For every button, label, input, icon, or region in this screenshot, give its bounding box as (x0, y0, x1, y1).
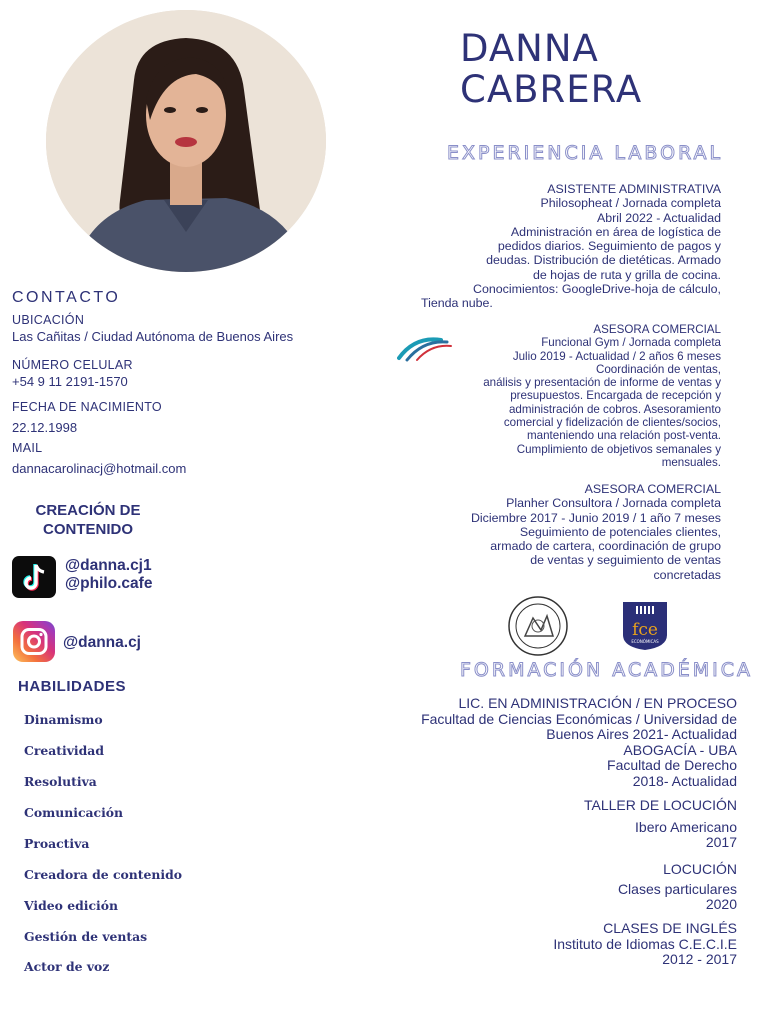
skill-item: Comunicación (24, 805, 124, 820)
job-line: Conocimientos: GoogleDrive-hoja de cálculo, (473, 282, 721, 297)
job-line: de ventas y seguimiento de ventas (530, 553, 721, 568)
candidate-name (460, 28, 642, 110)
edu-line: 2020 (705, 896, 737, 912)
education-block-2 (437, 798, 737, 851)
instagram-icon[interactable] (13, 621, 55, 662)
edu-degree: LIC. EN ADMINISTRACIÓN / EN PROCESO (458, 695, 737, 711)
job-line: de hojas de ruta y grilla de cocina. (532, 267, 721, 282)
job-line: armado de cartera, coordinación de grupo (490, 539, 721, 554)
last-name: CABRERA (460, 68, 643, 111)
content-creation-line1: CREACIÓN DE (35, 502, 141, 519)
edu-line: Clases particulares (617, 880, 737, 897)
job-line: concretadas (653, 567, 721, 582)
job-line: Administración en área de logística de (510, 224, 721, 239)
job-role: ASESORA COMERCIAL (584, 482, 721, 496)
contact-heading: CONTACTO (12, 289, 121, 306)
edu-line: Buenos Aires 2021- Actualidad (546, 726, 737, 742)
job-line: Planher Consultora / Jornada completa (506, 496, 721, 511)
skill-item: Video edición (24, 898, 119, 913)
edu-degree: CLASES DE INGLÉS (603, 920, 737, 936)
instagram-handle[interactable]: @danna.cj (63, 634, 141, 651)
job-line: Abril 2022 - Actualidad (597, 210, 721, 225)
edu-line: 2012 - 2017 (662, 951, 737, 967)
job-line: Coordinación de ventas, (595, 362, 721, 376)
phone-label: NÚMERO CELULAR (12, 358, 133, 372)
job-line: administración de cobros. Asesoramiento (508, 402, 721, 416)
fce-shield-icon (622, 601, 668, 651)
edu-line: Ibero Americano (635, 818, 737, 835)
education-block-3 (437, 862, 737, 913)
job-entry-1 (421, 182, 721, 311)
job-line: mensuales. (661, 455, 721, 469)
edu-line: Facultad de Ciencias Económicas / Universidad de (421, 710, 737, 727)
skill-item: Dinamismo (24, 712, 103, 727)
job-role: ASISTENTE ADMINISTRATIVA (547, 182, 721, 196)
job-line: Tienda nube. (421, 296, 493, 311)
edu-degree: TALLER DE LOCUCIÓN (584, 797, 737, 813)
education-block-4 (437, 921, 737, 968)
fce-logo-text: fce (632, 620, 658, 640)
job-line: deudas. Distribución de dietéticas. Armado (486, 253, 721, 268)
skill-item: Creadora de contenido (24, 867, 183, 882)
mail-value[interactable]: dannacarolinacj@hotmail.com (12, 461, 187, 476)
mail-label: MAIL (12, 441, 43, 455)
job-line: presupuestos. Encargada de recepción y (510, 389, 721, 403)
phone-value: +54 9 11 2191-1570 (12, 374, 128, 389)
skill-item: Actor de voz (24, 959, 110, 974)
job-line: Funcional Gym / Jornada completa (541, 336, 721, 350)
skill-item: Creatividad (24, 743, 104, 758)
job-line: comercial y fidelización de clientes/socios, (503, 416, 721, 430)
portrait-illustration (46, 10, 326, 272)
first-name: DANNA (460, 27, 599, 70)
content-creation-line2: CONTENIDO (43, 521, 133, 538)
job-entry-3 (421, 482, 721, 582)
birthdate-label: FECHA DE NACIMIENTO (12, 400, 162, 414)
content-creation-heading (18, 501, 158, 539)
job-line: Cumplimiento de objetivos semanales y (516, 442, 721, 456)
profile-photo (46, 10, 326, 272)
location-label: UBICACIÓN (12, 313, 85, 327)
skills-heading: HABILIDADES (18, 678, 127, 695)
tiktok-icon[interactable] (12, 556, 56, 598)
fce-logo (622, 601, 668, 651)
job-line: Seguimiento de potenciales clientes, (519, 524, 721, 539)
job-line: Philosopheat / Jornada completa (540, 196, 721, 211)
edu-line: Facultad de Derecho (607, 757, 737, 773)
job-line: Julio 2019 - Actualidad / 2 años 6 meses (512, 349, 721, 363)
edu-line: Instituto de Idiomas C.E.C.I.E (553, 935, 737, 952)
job-line: análisis y presentación de informe de ventas y (483, 376, 721, 390)
job-line: manteniendo una relación post-venta. (526, 429, 721, 443)
edu-line: 2018- Actualidad (632, 772, 737, 789)
job-role: ASESORA COMERCIAL (593, 323, 721, 336)
job-entry-2 (421, 323, 721, 469)
education-block-1 (357, 696, 737, 789)
skill-item: Gestión de ventas (24, 929, 148, 944)
edu-line: 2017 (705, 834, 737, 850)
skill-item: Proactiva (24, 836, 90, 851)
job-line: pedidos diarios. Seguimiento de pagos y (497, 239, 721, 254)
job-line: Diciembre 2017 - Junio 2019 / 1 año 7 meses (470, 510, 721, 525)
uba-seal-logo (507, 596, 569, 656)
edu-degree: ABOGACÍA - UBA (623, 741, 737, 758)
experience-heading: EXPERIENCIA LABORAL (447, 142, 724, 164)
fce-logo-subtext: ECONÓMICAS (631, 639, 659, 644)
tiktok-handle-2[interactable]: @philo.cafe (65, 575, 153, 592)
tiktok-handle-1[interactable]: @danna.cj1 (65, 557, 152, 574)
edu-degree: LOCUCIÓN (663, 861, 737, 877)
birthdate-value: 22.12.1998 (12, 420, 78, 435)
location-value: Las Cañitas / Ciudad Autónoma de Buenos Aires (12, 329, 294, 344)
skill-item: Resolutiva (24, 774, 97, 789)
education-heading: FORMACIÓN ACADÉMICA (460, 659, 754, 681)
